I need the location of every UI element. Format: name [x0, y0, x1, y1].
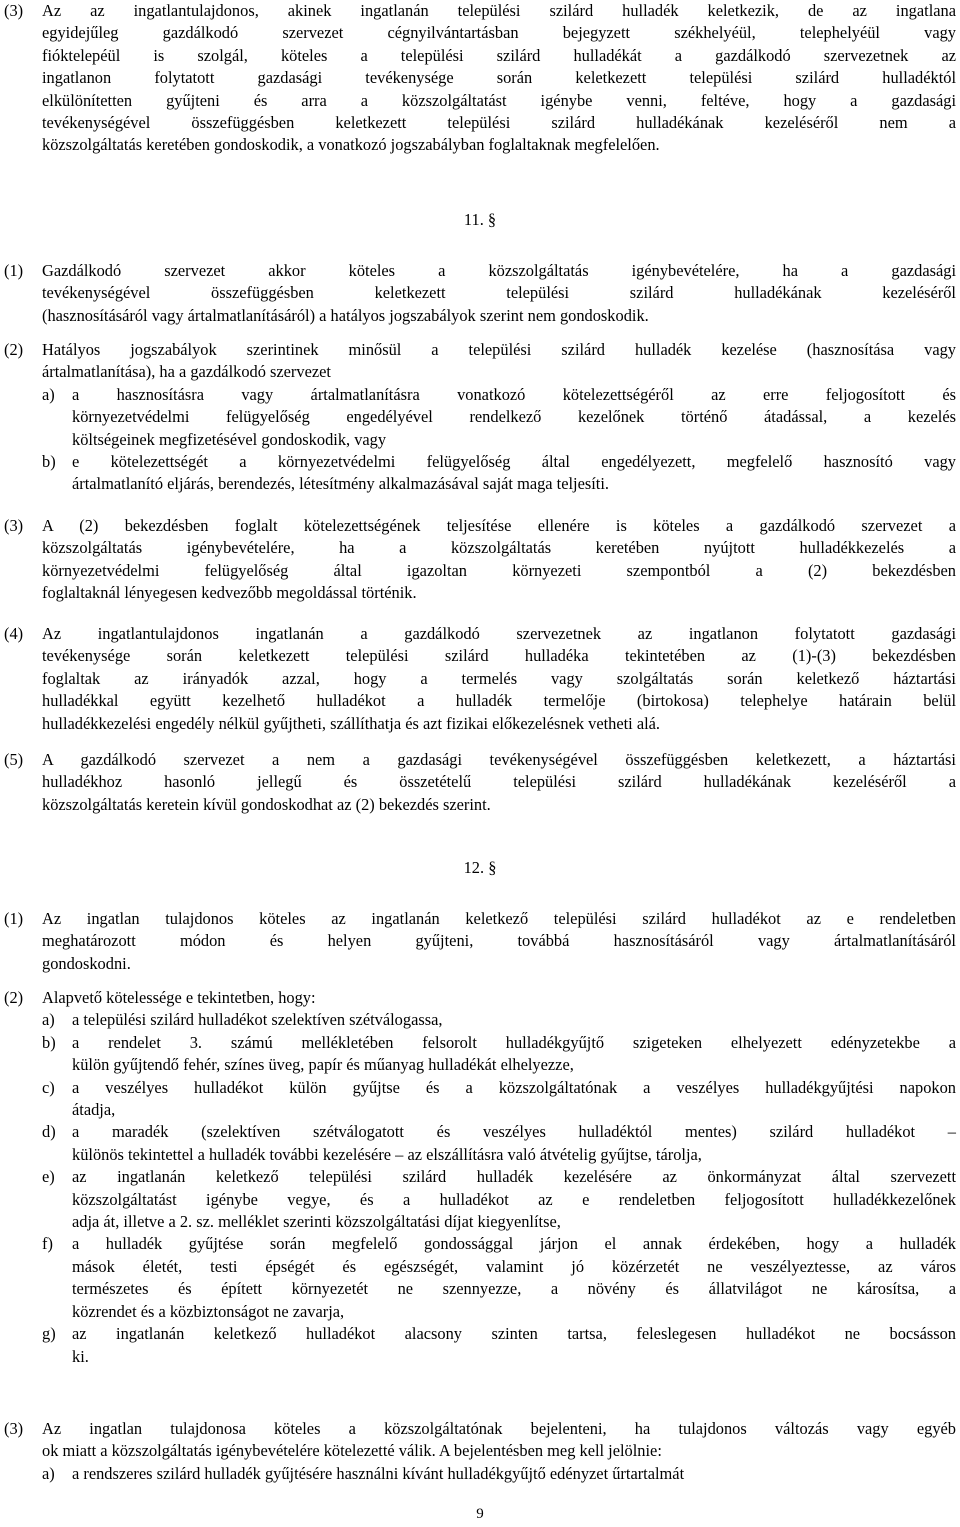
paragraph-number: (3) [4, 516, 24, 535]
text-line: fióktelepéül is szolgál, köteles a települési szilárd hulladékát a gazdálkodó szervezetnek az [42, 45, 956, 65]
paragraph-number: (1) [4, 261, 24, 280]
text-line: meghatározott módon és helyen gyűjteni, továbbá hasznosításáról vagy ártalmatlanításáról [42, 931, 956, 951]
text-line: hulladékkal együtt kezelhető hulladékot a hulladék termelője (birtokosa) telephelye határain belül [42, 691, 956, 711]
list-item-letter: f) [42, 1234, 53, 1254]
text-line: a rendszeres szilárd hulladék gyűjtésére használni kívánt hulladékgyűjtő edényzet űrtartalmát [72, 1463, 685, 1483]
text-line: elkülönítetten gyűjteni és arra a közszolgáltatást igénybe venni, feltéve, hogy a gazdasági [42, 90, 956, 110]
text-line: ártalmatlanítása), ha a gazdálkodó szervezet [42, 362, 331, 382]
text-line: az ingatlanán keletkező települési szilárd hulladék kezelésére az önkormányzat által szervezett [72, 1167, 956, 1187]
text-line: közszolgáltatás keretében gondoskodik, a vonatkozó jogszabályban foglaltaknak megfelelően. [42, 135, 660, 155]
list-item-letter: e) [42, 1167, 55, 1187]
list-item-text [72, 1032, 956, 1077]
text-line: ok miatt a közszolgáltatás igénybevételére kötelezetté válik. A bejelentésben meg kell jelölnie: [42, 1441, 662, 1461]
list-item-text [72, 384, 956, 451]
list-item-text [72, 1323, 956, 1368]
paragraph-12-3 [4, 1418, 956, 1485]
paragraph-11-2 [4, 339, 956, 496]
paragraph-number: (2) [4, 988, 24, 1007]
paragraph-text [42, 749, 956, 816]
paragraph-number: (3) [4, 1, 24, 20]
paragraph-11-3 [4, 515, 956, 605]
text-line: Az ingatlantulajdonos ingatlanán a gazdálkodó szervezetnek az ingatlanon folytatott gazdasági [42, 624, 956, 643]
text-line: a hasznosításra vagy ártalmatlanításra vonatkozó kötelezettségéről az erre feljogosított és [72, 384, 956, 404]
list-item-letter: b) [42, 1032, 56, 1052]
section-heading-11 [0, 209, 960, 231]
page-number: 9 [476, 1506, 484, 1522]
list-item [42, 1463, 956, 1485]
text-line: közrendet és a közbiztonságot ne zavarja, [72, 1301, 345, 1321]
paragraph-number: (4) [4, 624, 24, 643]
text-line: hulladékhoz hasonló jellegű és összetételű települési szilárd hulladékának kezeléséről a [42, 772, 956, 792]
text-line: ártalmatlanító eljárás, berendezés, létesítmény alkalmazásával saját maga teljesíti. [72, 474, 610, 494]
text-line: Alapvető kötelessége e tekintetben, hogy: [42, 988, 316, 1007]
text-line: foglaltaknál lényegesen kedvezőbb megoldással történik. [42, 583, 417, 603]
list-item [42, 384, 956, 451]
text-line: költségeinek megfizetésével gondoskodik, vagy [72, 429, 387, 449]
paragraph-text [42, 987, 956, 1009]
list-item-text [72, 1166, 956, 1233]
text-line: átadja, [72, 1100, 116, 1120]
paragraph-number: (5) [4, 750, 24, 769]
list-item-letter: a) [42, 1463, 55, 1483]
list-item-letter: c) [42, 1077, 55, 1097]
list-item-text [72, 1121, 956, 1166]
paragraph-text [42, 0, 956, 157]
text-line: a hulladék gyűjtése során megfelelő gondossággal járjon el annak érdekében, hogy a hulladék [72, 1234, 956, 1254]
text-line: e kötelezettségét a környezetvédelmi felügyelőség által engedélyezett, megfelelő hasznosító vagy [72, 452, 956, 472]
list-item-letter: g) [42, 1324, 56, 1344]
paragraph-11-5 [4, 749, 956, 816]
list-item [42, 451, 956, 496]
text-line: adja át, illetve a 2. sz. melléklet szerinti közszolgáltatási díjat kiegyenlítse, [72, 1212, 561, 1232]
text-line: gondoskodni. [42, 953, 131, 973]
text-line: a maradék (szelektíven szétválogatott és veszélyes hulladéktól mentes) szilárd hulladékot – [72, 1122, 956, 1142]
paragraph-12-1 [4, 908, 956, 975]
list-item-letter: d) [42, 1122, 56, 1142]
paragraph-text [42, 1418, 956, 1463]
paragraph-11-1 [4, 260, 956, 327]
text-line: A gazdálkodó szervezet a nem a gazdasági tevékenységével összefüggésben keletkezett, a háztartási [42, 750, 956, 769]
text-line: egyidejűleg gazdálkodó szervezet cégnyilvántartásban bejegyzett székhelyéül, telephelyéül vagy [42, 23, 956, 43]
section-heading-text: 11. § [463, 210, 497, 229]
paragraph-text [42, 908, 956, 975]
paragraph-text [42, 260, 956, 327]
text-line: Gazdálkodó szervezet akkor köteles a közszolgáltatás igénybevételére, ha a gazdasági [42, 261, 956, 280]
paragraph-12-2 [4, 987, 956, 1368]
text-line: természetes és épített környezetét ne szennyezze, a növény és állatvilágot ne károsítsa, a [72, 1279, 956, 1299]
list-item [42, 1009, 956, 1031]
text-line: Az ingatlan tulajdonos köteles az ingatlanán keletkező települési szilárd hulladékot az e rendeletben [42, 909, 956, 928]
text-line: A (2) bekezdésben foglalt kötelezettségének teljesítése ellenére is köteles a gazdálkodó szervezet a [42, 516, 956, 535]
paragraph-text [42, 623, 956, 735]
paragraph-text [42, 515, 956, 605]
list-item-text [72, 1009, 956, 1031]
text-line: különös tekintettel a hulladék további kezelésére – az elszállításra való átvételig gyűjtse, tárolja, [72, 1144, 702, 1164]
paragraph-number: (1) [4, 909, 24, 928]
text-line: környezetvédelmi felügyelőség engedélyével rendelkező kezelőnek történő átadással, a kezelés [72, 407, 956, 427]
list-item-text [72, 1233, 956, 1323]
text-line: (hasznosításáról vagy ártalmatlanításáról) a hatályos jogszabályok szerint nem gondoskodik. [42, 305, 649, 325]
text-line: ingatlanon folytatott gazdasági tevékenysége során keletkezett települési szilárd hulladéktól [42, 68, 956, 88]
list-item-letter: a) [42, 384, 55, 404]
text-line: tevékenysége során keletkezett települési szilárd hulladéka tekintetében az (1)-(3) bekezdésben [42, 646, 956, 666]
paragraph-10-3 [4, 0, 956, 157]
text-line: foglaltak az irányadók azzal, hogy a termelés vagy szolgáltatás során keletkező háztartási [42, 668, 956, 688]
list-item [42, 1077, 956, 1122]
paragraph-11-4 [4, 623, 956, 735]
list-item [42, 1121, 956, 1166]
text-line: a veszélyes hulladékot külön gyűjtse és a közszolgáltatónak a veszélyes hulladékgyűjtési napokon [72, 1077, 956, 1097]
paragraph-number: (3) [4, 1419, 24, 1438]
text-line: az ingatlanán keletkező hulladékot alacsony szinten tartsa, feleslegesen hulladékot ne bocsásson [72, 1324, 956, 1344]
text-line: a települési szilárd hulladékot szelektíven szétválogassa, [72, 1010, 443, 1030]
list-item [42, 1032, 956, 1077]
text-line: közszolgáltatás igénybevételére, ha a közszolgáltatás keretében nyújtott hulladékkezelés a [42, 538, 956, 558]
paragraph-text [42, 339, 956, 384]
list-item [42, 1166, 956, 1233]
text-line: a rendelet 3. számú mellékletében felsorolt hulladékgyűjtő szigeteken elhelyezett edényzetekbe a [72, 1032, 956, 1052]
text-line: hulladékkezelési engedély nélkül gyűjtheti, szállíthatja és azt fizikai előkezelésnek vetheti alá. [42, 713, 661, 733]
text-line: mások életét, testi épségét és egészségét, valamint jó közérzetét ne veszélyeztesse, az város [72, 1256, 956, 1276]
list-item-letter: a) [42, 1010, 55, 1030]
text-line: közszolgáltatás keretein kívül gondoskodhat az (2) bekezdés szerint. [42, 794, 491, 814]
list-item-text [72, 451, 956, 496]
text-line: tevékenységével összefüggésben keletkezett települési szilárd hulladékának kezeléséről [42, 283, 956, 303]
text-line: Az az ingatlantulajdonos, akinek ingatlanán települési szilárd hulladék keletkezik, de az ingatlana [42, 1, 956, 20]
paragraph-number: (2) [4, 340, 24, 359]
text-line: közszolgáltatást igénybe vegye, és a hulladékot az e rendeletben feljogosított hulladékkezelőnek [72, 1189, 956, 1209]
list-item [42, 1233, 956, 1323]
list-item-text [72, 1077, 956, 1122]
text-line: Hatályos jogszabályok szerintinek minősül a települési szilárd hulladék kezelése (hasznosítása vagy [42, 340, 956, 359]
list-item-letter: b) [42, 452, 56, 472]
text-line: környezetvédelmi felügyelőség által igazoltan környezeti szempontból a (2) bekezdésben [42, 560, 956, 580]
text-line: ki. [72, 1346, 89, 1366]
text-line: Az ingatlan tulajdonosa köteles a közszolgáltatónak bejelenteni, ha tulajdonos változás vagy egyéb [42, 1419, 956, 1438]
section-heading-12 [0, 857, 960, 879]
text-line: külön gyűjtendő fehér, színes üveg, papír és műanyag hulladékát elhelyezze, [72, 1055, 574, 1075]
list-item-text [72, 1463, 956, 1485]
section-heading-text: 12. § [463, 858, 497, 877]
text-line: tevékenységével összefüggésben keletkezett települési szilárd hulladékának kezeléséről nem a [42, 113, 956, 133]
list-item [42, 1323, 956, 1368]
